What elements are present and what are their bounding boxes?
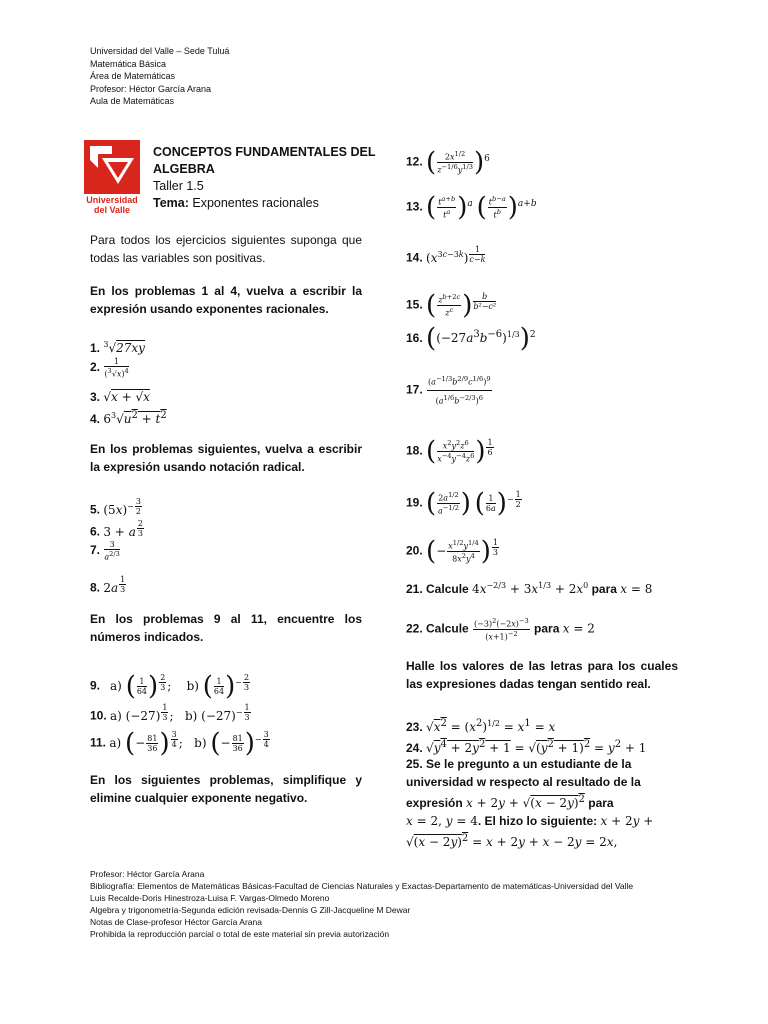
footer-references [90,868,633,940]
problem-5: 5. $(5x)^{- \frac{3}{2}}$ [90,497,141,517]
worksheet-title [153,144,375,212]
problem-3: 3. √x + √x [90,390,150,404]
university-logo [82,138,142,218]
problem-22-label: 22. Calcule [406,621,473,636]
title-line: ALGEBRA [153,162,215,176]
header-line: Aula de Matemáticas [90,96,175,106]
problem-18: 18. ( $\frac{x^2y^2z^6}{x^{-4}y^{-4}z^6}$ ) $^{\frac{1}{6}}$ [406,436,493,466]
topic-value: Exponentes racionales [188,196,319,210]
problem-number: 19. [406,495,423,510]
section-5-instructions: Halle los valores de las letras para los cuales las expresiones dadas tengan sentido real. [406,659,678,691]
problem-6: 6. 3 + a $^{\frac{2}{3}}$ [90,519,143,539]
topic-line [153,195,375,212]
problem-25-statement: 25. Se le pregunto a un estudiante de la universidad w respecto al resultado de la [406,757,641,789]
problem-25-for: para [584,796,614,810]
topic-label: Tema: [153,196,189,210]
problem-22: 22. Calcule $\frac{(-3)^2(-2x)^{-3}}{(x+1)^{-2}}$ para x = 2 [406,617,595,642]
problem-number: 3. [90,390,101,404]
workshop-number: Taller 1.5 [153,179,204,193]
problem-7: 7. $\frac{3}{a^{2/3}}$ [90,540,120,562]
problem-number: 5. [90,502,101,517]
problem-20: 20. (− $\frac{x^{1/2}y^{1/4}}{8x^2y^4}$ ) $^{\frac{1}{3}}$ [406,536,498,566]
header-line: Universidad del Valle – Sede Tuluá [90,46,230,56]
header-line: Profesor: Héctor García Arana [90,83,212,94]
footer-line: Algebra y trigonometría-Segunda edición revisada-Dennis G Zill-Jacqueline M Dewar [90,905,411,915]
problem-number: 17. [406,382,423,397]
problem-10: 10. a) (−27) $^{\frac{1}{3}}$ ; b) $(-27)^{- \frac{1}{3}}$ [90,703,250,723]
problem-25-did: . El hizo lo siguiente: [477,814,598,828]
section-2-instructions: En los problemas siguientes, vuelva a escribir la expresión usando notación radical. [90,442,362,474]
problem-number: 14. [406,250,423,265]
problem-number: 16. [406,331,423,345]
problem-number: 20. [406,543,423,558]
footer-line: Bibliografía: Elementos de Matemáticas Básicas-Facultad de Ciencias Naturales y Exactas-Departamento de matemáticas-Universidad del Valle [90,881,634,891]
problem-number: 24. [406,741,423,755]
title-line: CONCEPTOS FUNDAMENTALES DEL [153,145,376,159]
problem-number: 4. [90,412,101,426]
problem-16: 16. $((-27a^3b^{-6})^{1/3})^2$ [406,323,536,354]
problem-25: 25. Se le pregunto a un estudiante de la universidad w respecto al resultado de la expresión $x + 2y + √(x - 2y)^2$ para x = 2, y = 4. El hizo lo siguiente: x + 2y + $√(x - 2y)^2 = x + 2y + x - 2y = 2x$, [406,755,678,851]
problem-number: 1. [90,341,101,355]
intro-paragraph: Para todos los ejercicios siguientes suponga que todas las variables son positivas. [90,233,362,265]
problem-15: 15. ( $\frac{z^{b+2c}}{z^c}$ ) $^{\frac{b}{\text{b²−c²}}}$ [406,290,497,320]
problem-22-for: para [530,621,563,636]
problem-number: 9. [90,678,101,693]
problem-25-expression-label: expresión [406,796,463,810]
problem-number: 15. [406,297,423,312]
section-1-instructions: En los problemas 1 al 4, vuelva a escribir la expresión usando exponentes racionales. [90,284,362,316]
problem-number: 2. [90,360,101,374]
problem-2: 2. $\frac{1}{(^3√x)^4}$ [90,357,129,379]
header-line: Área de Matemáticas [90,71,176,81]
footer-line: Profesor: Héctor García Arana [90,869,205,879]
problem-21: 21. Calcule $4x^{-2/3} + 3x^{1/3} + 2x^0$ para x = 8 [406,581,653,596]
problem-number: 10. [90,708,107,723]
problem-11: 11. a) (− $\frac{81}{36}$ ) $^{\frac{3}{4}}$ ; b) (− $\frac{81}{36}$ )$^{- \frac{3}{4}}$ [90,728,269,758]
problem-21-label: 21. Calcule [406,582,473,596]
section-3-instructions: En los problemas 9 al 11, encuentre los números indicados. [90,612,362,644]
problem-24: 24. $√y^4 + 2y^2 + 1 = √(y^2 + 1)^2 = y^2 + 1$ [406,739,647,755]
section-4-instructions: En los siguientes problemas, simplifique y elimine cualquier exponente negativo. [90,773,362,805]
problem-number: 8. [90,580,101,595]
univalle-logo-icon [82,138,142,218]
logo-text-1: Universidad [86,195,138,205]
problem-14: 14. $(x^{3c-3k})$ $^{\frac{1}{c-k}}$ [406,245,486,265]
problem-12: 12. ( $\frac{2x^{1/2}}{z^{-1/6}y^{1/3}}$ )$^6$ [406,147,490,178]
problem-number: 18. [406,443,423,458]
problem-1: 1. $^3$√27xy [90,340,145,355]
problem-number: 23. [406,720,423,734]
problem-8: 8. 2a $^{\frac{1}{3}}$ [90,575,126,595]
problem-number: 6. [90,524,101,539]
problem-13: 13. ( $\frac{t^{a+b}}{t^a}$ )$^a$ ( $\frac{t^{b-a}}{t^b}$ )$^{a+b}$ [406,192,537,223]
problem-21-for: para [588,582,621,596]
problem-number: 13. [406,199,423,214]
footer-line: Luis Recalde-Doris Hinestroza-Luisa F. Vargas-Olmedo Moreno [90,893,330,903]
problem-9: 9. a) ( $\frac{1}{64}$ ) $^{\frac{2}{3}}$ ; b) ( $\frac{1}{64}$ )$^{- \frac{2}{3}}$ [90,671,250,701]
problem-number: 11. [90,735,107,750]
problem-19: 19. ( $\frac{2a^{1/2}}{a^{-1/2}}$ ) ( $\frac{1}{6a}$ )$^{- \frac{1}{2}}$ [406,488,521,518]
problem-23: 23. $√x^2 = (x^2)^{1/2} = x^1 = x$ [406,718,556,734]
logo-text-2: del Valle [93,205,131,215]
header-line: Matemática Básica [90,58,167,69]
problem-number: 12. [406,154,423,169]
footer-line: Notas de Clase-profesor Héctor García Arana [90,917,262,927]
institution-header [90,45,229,108]
footer-line: Prohibida la reproducción parcial o total de este material sin previa autorización [90,929,390,939]
problem-4: 4. $6^3√u^2 + t^2$ [90,410,167,426]
problem-number: 7. [90,543,101,557]
problem-17: 17. $\frac{(a^{-1/3}b^{2/9}c^{1/6})^9}{(a^{1/6}b^{-2/3})^6}$ [406,372,493,408]
